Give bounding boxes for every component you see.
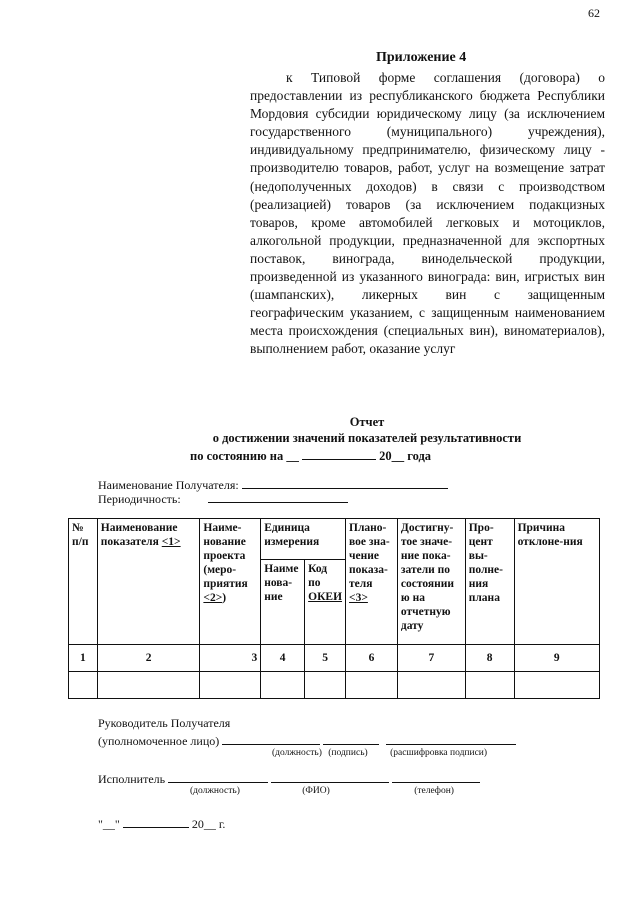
head-label: Руководитель Получателя <box>98 716 231 730</box>
executor-fio-field[interactable] <box>271 770 389 783</box>
date-suffix: г. <box>218 817 226 831</box>
page-number: 62 <box>588 6 600 20</box>
header-project-close: ) <box>222 592 227 604</box>
report-date-line-blank[interactable] <box>302 447 376 460</box>
header-percent: Про-цент вы-полне-ния плана <box>465 519 514 645</box>
col-number: 3 <box>200 645 261 672</box>
report-date-prefix: по состоянию на <box>190 449 284 463</box>
header-unit-name: Наиме нова-ние <box>261 560 305 645</box>
authorized-label: (уполномоченное лицо) <box>98 734 220 748</box>
col-number: 1 <box>69 645 98 672</box>
signature-caption: (подпись) <box>328 748 368 758</box>
col-number: 7 <box>397 645 465 672</box>
periodicity-label: Периодичность: <box>98 492 181 506</box>
date-year-prefix: 20 <box>191 817 204 831</box>
header-project-ref: <2> <box>203 592 223 604</box>
appendix-title: Приложение 4 <box>376 50 467 65</box>
report-table <box>68 518 600 699</box>
executor-position-caption: (должность) <box>190 786 240 796</box>
col-number: 5 <box>305 645 346 672</box>
header-planned <box>346 519 398 645</box>
table-cell[interactable] <box>346 672 398 699</box>
report-date-suffix: года <box>407 449 432 463</box>
periodicity-row <box>98 490 348 507</box>
header-okei <box>305 560 346 645</box>
header-planned-ref: <3> <box>349 592 368 604</box>
head-signature-row <box>98 732 516 749</box>
header-reason: Причина отклоне-ния <box>514 519 599 645</box>
col-number: 8 <box>465 645 514 672</box>
header-okei-code: ОКЕИ <box>308 591 343 603</box>
appendix-text: к Типовой форме соглашения (договора) о предоставлении из республиканского бюджета Республики Мордовия субсидии юридическому лицу (за исключением государственного (муниципального) учреждения), индивидуальному предпринимателю, физическому лицу - производителю товаров, работ, услуг на возмещение затрат (недополученных доходов) в связи с производством (реализацией) товаров (за исключением подакцизных товаров, кроме автомобилей легковых и мотоциклов, алкогольной продукции, предназначенной для экспортных поставок, винограда, винодельческой продукции, произведенной из указанного винограда: вин, игристых вин (шампанских), ликерных вин с защищенным географическим указанием, с защищенным наименованием места происхождения (специальных вин), виноматериалов), выполнением работ, оказание услуг <box>250 70 605 357</box>
sign-date-row <box>98 815 225 832</box>
col-number: 4 <box>261 645 305 672</box>
date-month-field[interactable] <box>123 815 189 828</box>
table-cell[interactable] <box>261 672 305 699</box>
report-subtitle: о достижении значений показателей результативности <box>212 431 522 445</box>
phone-caption: (телефон) <box>414 786 454 796</box>
report-year-prefix: 20 <box>379 449 392 463</box>
table-cell[interactable] <box>514 672 599 699</box>
table-cell[interactable] <box>200 672 261 699</box>
report-title: Отчет <box>349 415 385 429</box>
header-planned-text: Плано-вое зна-чение показа-теля <box>349 522 390 590</box>
position-caption: (должность) <box>272 748 322 758</box>
date-year-blank: __ <box>203 817 216 831</box>
fio-caption: (ФИО) <box>302 786 330 796</box>
recipient-label: Наименование Получателя: <box>98 478 239 492</box>
executor-captions <box>190 786 454 796</box>
report-date-blank: __ <box>286 449 299 463</box>
header-project-text: Наиме-нование проекта (меро-приятия <box>203 522 248 590</box>
table-cell[interactable] <box>397 672 465 699</box>
header-num: № п/п <box>69 519 98 645</box>
executor-position-field[interactable] <box>168 770 268 783</box>
col-number: 9 <box>514 645 599 672</box>
header-okei-prefix: Код по <box>308 563 328 589</box>
table-number-row <box>69 645 600 672</box>
periodicity-field[interactable] <box>208 490 348 503</box>
report-date-line <box>190 447 450 464</box>
header-indicator-text: Наименование показателя <box>100 522 178 548</box>
table-cell[interactable] <box>305 672 346 699</box>
table-header-row <box>69 519 600 560</box>
col-number: 2 <box>97 645 200 672</box>
executor-row <box>98 770 480 787</box>
head-captions <box>272 748 487 758</box>
table-cell[interactable] <box>97 672 200 699</box>
recipient-field[interactable] <box>242 476 448 489</box>
date-quote-open: " <box>98 817 103 831</box>
header-indicator <box>97 519 200 645</box>
header-unit: Единица измерения <box>261 519 346 560</box>
date-quote-close: " <box>114 817 120 831</box>
header-indicator-ref: <1> <box>161 536 181 548</box>
table-cell[interactable] <box>465 672 514 699</box>
head-signature-field[interactable] <box>323 732 379 745</box>
col-number: 6 <box>346 645 398 672</box>
header-achieved: Достигну-тое значе-ние пока-затели по состоянии ю на отчетную дату <box>397 519 465 645</box>
table-row <box>69 672 600 699</box>
executor-label: Исполнитель <box>98 772 166 786</box>
header-project <box>200 519 261 645</box>
decoding-caption: (расшифровка подписи) <box>390 748 488 758</box>
report-year-blank: __ <box>391 449 405 463</box>
executor-phone-field[interactable] <box>392 770 480 783</box>
table-cell[interactable] <box>69 672 98 699</box>
date-day-blank: __ <box>102 817 115 831</box>
head-position-field[interactable] <box>222 732 320 745</box>
head-decoding-field[interactable] <box>386 732 516 745</box>
